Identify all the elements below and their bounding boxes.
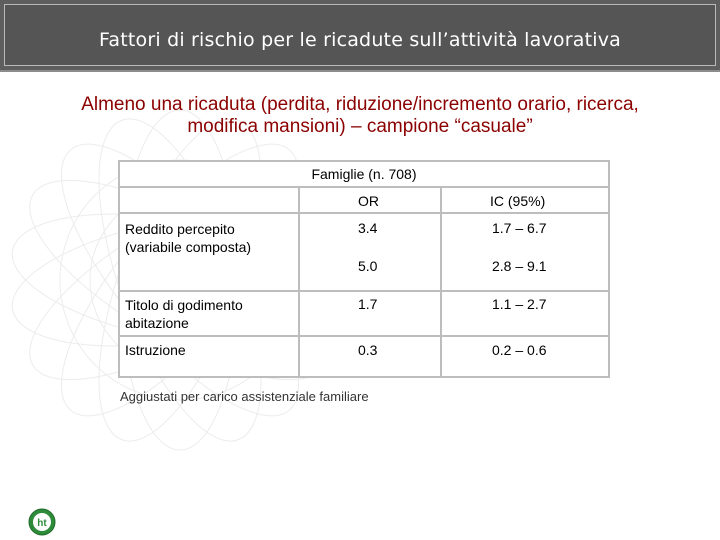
table-vline-2 (440, 186, 442, 378)
row-label-titolo-line1: Titolo di godimento (125, 297, 243, 313)
table-vline-1 (298, 186, 300, 378)
subtitle-line-1: Almeno una ricaduta (perdita, riduzione/incremento orario, ricerca, (81, 94, 639, 115)
table-line-row1 (118, 290, 610, 292)
cell-ic-istruzione: 0.2 – 0.6 (492, 342, 547, 358)
logo-icon (28, 508, 56, 536)
table-border-right (608, 160, 610, 378)
cell-ic-reddito-b: 2.8 – 9.1 (492, 258, 547, 274)
subtitle-line-2: modifica mansioni) – campione “casuale” (187, 116, 533, 137)
table-line-row2 (118, 335, 610, 337)
table-border-top (118, 160, 610, 162)
table-line-colheader (118, 212, 610, 214)
row-label-reddito-line2: (variabile composta) (125, 239, 252, 255)
cell-or-titolo: 1.7 (358, 296, 378, 312)
row-label-reddito-line1: Reddito percepito (125, 221, 235, 237)
slide-title: Fattori di rischio per le ricadute sull’attività lavorativa (98, 29, 622, 51)
table-border-bottom (118, 376, 610, 378)
logo-text: ht (37, 518, 47, 529)
table-line-header (118, 186, 610, 188)
cell-or-istruzione: 0.3 (358, 342, 378, 358)
table-border-left (118, 160, 120, 378)
row-label-reddito (125, 220, 251, 256)
row-label-titolo-line2: abitazione (125, 315, 189, 331)
row-label-istruzione: Istruzione (125, 342, 186, 358)
col-header-ic: IC (95%) (490, 193, 546, 209)
slide-header (0, 0, 720, 72)
table-group-header: Famiglie (n. 708) (311, 166, 417, 182)
cell-or-reddito-b: 5.0 (358, 258, 378, 274)
slide-subtitle (20, 94, 700, 138)
cell-ic-reddito-a: 1.7 – 6.7 (492, 220, 547, 236)
footnote: Aggiustati per carico assistenziale familiare (120, 389, 369, 404)
cell-ic-titolo: 1.1 – 2.7 (492, 296, 547, 312)
row-label-titolo (125, 296, 243, 332)
slide-header-frame (4, 4, 716, 66)
col-header-or: OR (358, 193, 379, 209)
cell-or-reddito-a: 3.4 (358, 220, 378, 236)
results-table (118, 160, 610, 378)
